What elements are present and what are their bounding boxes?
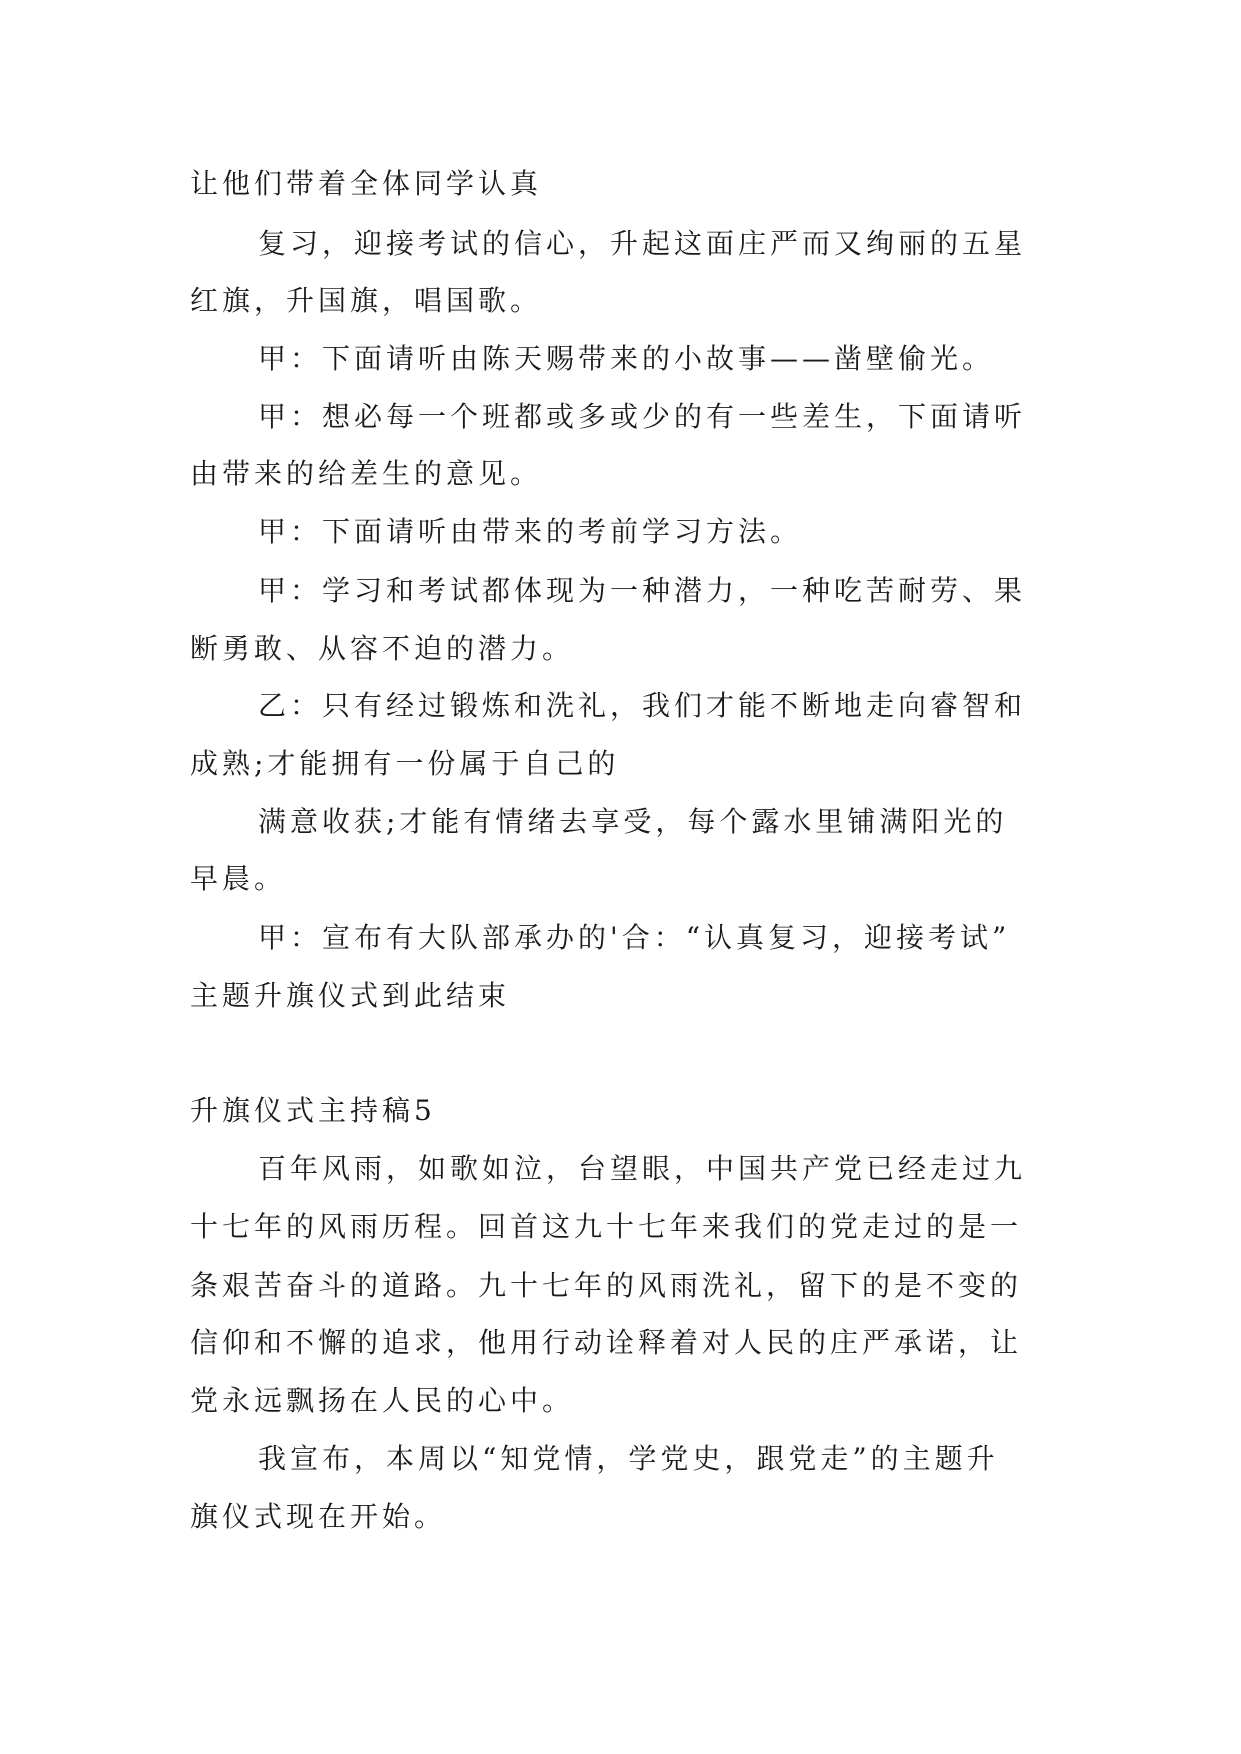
text-line: 甲：想必每一个班都或多或少的有一些差生，下面请听 bbox=[258, 400, 1027, 433]
text-line: 主题升旗仪式到此结束 bbox=[190, 979, 511, 1012]
text-line: 满意收获;才能有情绪去享受，每个露水里铺满阳光的 bbox=[258, 805, 1008, 838]
text-line: 我宣布，本周以“知党情，学党史，跟党走”的主题升 bbox=[258, 1442, 999, 1475]
text-line: 甲：宣布有大队部承办的'合：“认真复习，迎接考试” bbox=[258, 921, 1011, 954]
text-line: 党永远飘扬在人民的心中。 bbox=[190, 1384, 575, 1417]
text-line: 旗仪式现在开始。 bbox=[190, 1500, 447, 1533]
text-line: 条艰苦奋斗的道路。九十七年的风雨洗礼，留下的是不变的 bbox=[190, 1269, 1023, 1302]
text-line: 由带来的给差生的意见。 bbox=[190, 457, 543, 490]
section-heading: 升旗仪式主持稿5 bbox=[190, 1094, 436, 1127]
text-line: 百年风雨，如歌如泣，台望眼，中国共产党已经走过九 bbox=[258, 1152, 1027, 1185]
text-line: 早晨。 bbox=[190, 862, 287, 895]
text-line: 甲：下面请听由带来的考前学习方法。 bbox=[258, 515, 803, 548]
text-line: 红旗，升国旗，唱国歌。 bbox=[190, 284, 543, 317]
text-line: 十七年的风雨历程。回首这九十七年来我们的党走过的是一 bbox=[190, 1210, 1023, 1243]
text-line: 甲：下面请听由陈天赐带来的小故事——凿壁偷光。 bbox=[258, 342, 995, 375]
text-line: 乙：只有经过锻炼和洗礼，我们才能不断地走向睿智和 bbox=[258, 689, 1027, 722]
text-line: 信仰和不懈的追求，他用行动诠释着对人民的庄严承诺，让 bbox=[190, 1326, 1023, 1359]
text-line: 复习，迎接考试的信心，升起这面庄严而又绚丽的五星 bbox=[258, 227, 1027, 260]
text-line: 成熟;才能拥有一份属于自己的 bbox=[190, 747, 620, 780]
text-line: 甲：学习和考试都体现为一种潜力，一种吃苦耐劳、果 bbox=[258, 574, 1027, 607]
text-line: 断勇敢、从容不迫的潜力。 bbox=[190, 632, 575, 665]
text-line: 让他们带着全体同学认真 bbox=[190, 167, 543, 200]
